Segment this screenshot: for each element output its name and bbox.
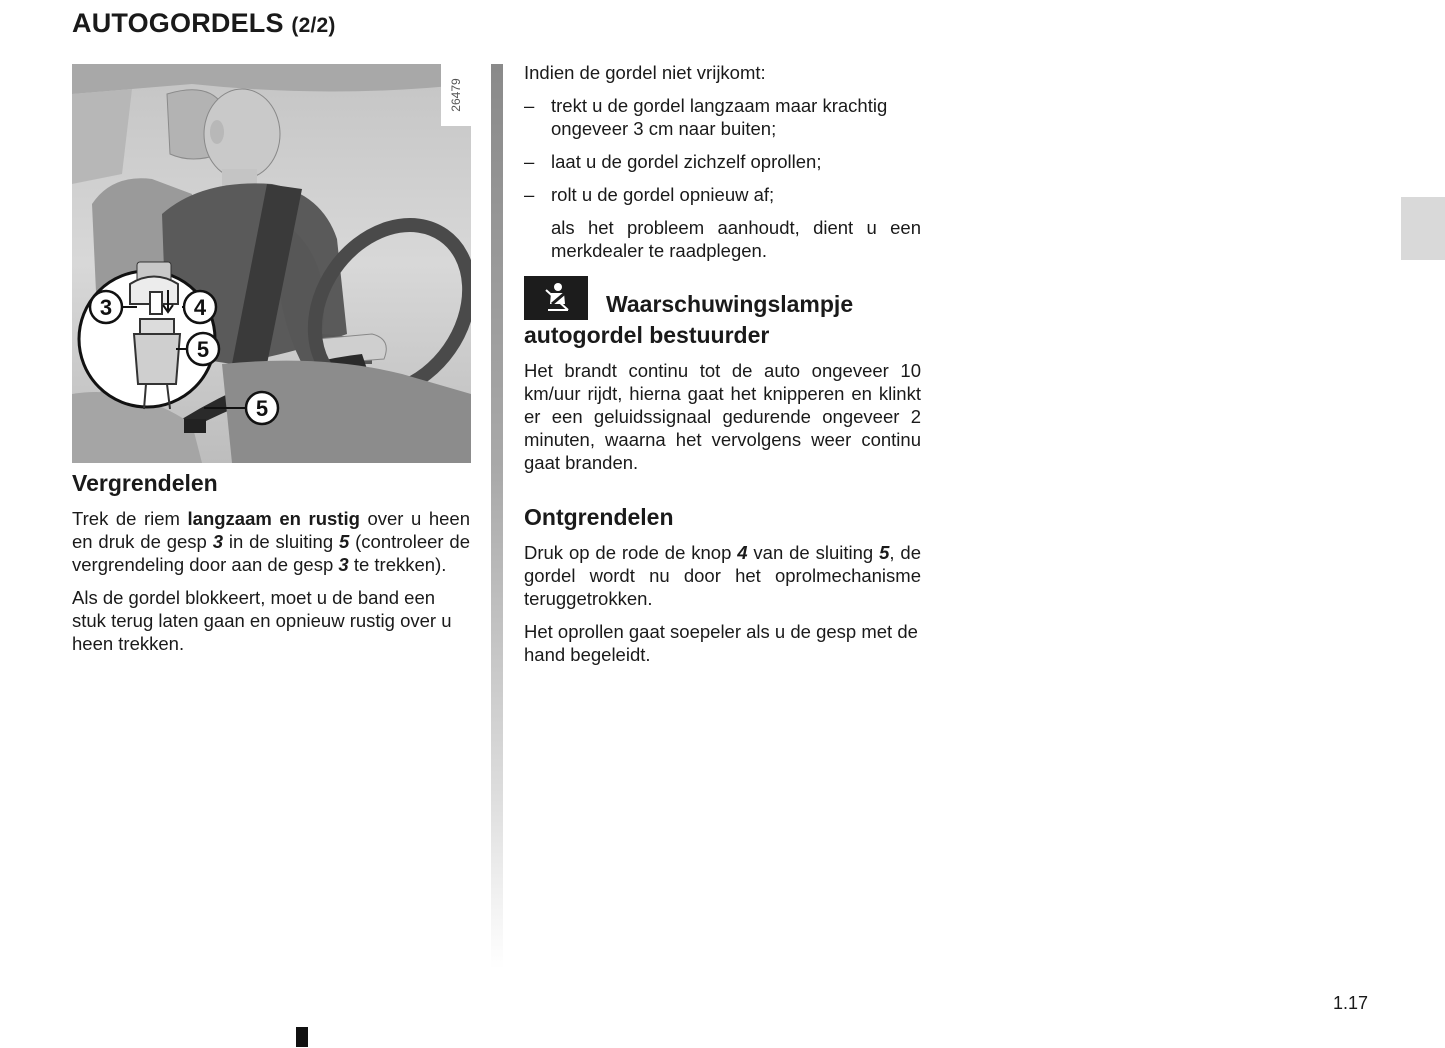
- section-tab-marker: [1401, 197, 1445, 260]
- release-intro: Indien de gordel niet vrijkomt:: [524, 62, 766, 83]
- svg-text:4: 4: [193, 295, 207, 320]
- callout-5-main: [246, 392, 278, 424]
- release-steps: [524, 94, 921, 206]
- warning-lamp-text: Het brandt continu tot de auto ongeveer 10 km/uur rijdt, hierna gaat het knipperen en klinkt er een geluidssignaal gedurende ongeveer 2 minuten, waarna het vervolgens weer continu gaat branden.: [524, 360, 921, 473]
- seatbelt-warning-icon: [524, 276, 588, 320]
- list-item: – rolt u de gordel opnieuw af;: [524, 183, 921, 206]
- title-part: (2/2): [291, 14, 336, 37]
- list-item: – trekt u de gordel langzaam maar krachtig ongeveer 3 cm naar buiten;: [524, 94, 921, 140]
- left-column: [72, 468, 470, 665]
- locking-paragraph: Trek de riem langzaam en rustig over u heen en druk de gesp 3 in de sluiting 5 (controleer de vergrendeling door aan de gesp 3 te trekken).: [72, 508, 470, 575]
- warning-lamp-heading: Waarschuwingslampje autogordel bestuurder: [524, 276, 921, 350]
- locking-heading: Vergrendelen: [72, 470, 218, 496]
- callout-3: [90, 291, 122, 323]
- unlocking-paragraph: Druk op de rode de knop 4 van de sluiting 5, de gordel wordt nu door het oprolmechanisme teruggetrokken.: [524, 542, 921, 609]
- blocking-paragraph: Als de gordel blokkeert, moet u de band een stuk terug laten gaan en opnieuw rustig over u heen trekken.: [72, 587, 452, 654]
- page-title: [72, 8, 336, 39]
- list-item: – laat u de gordel zichzelf oprollen;: [524, 150, 921, 173]
- seatbelt-illustration: [72, 64, 471, 463]
- dealer-note: als het probleem aanhoudt, dient u een merkdealer te raadplegen.: [551, 217, 921, 261]
- retract-paragraph: Het oprollen gaat soepeler als u de gesp met de hand begeleidt.: [524, 621, 918, 665]
- svg-text:3: 3: [99, 295, 113, 320]
- unlocking-heading: Ontgrendelen: [524, 504, 674, 530]
- callout-4: [184, 291, 216, 323]
- right-column: [524, 61, 921, 676]
- page-number: 1.17: [1333, 993, 1369, 1013]
- column-divider: [491, 64, 503, 969]
- print-mark: [296, 1027, 308, 1047]
- svg-text:5: 5: [255, 396, 269, 421]
- figure-number: 26479: [441, 64, 471, 126]
- callout-5-inset: [187, 333, 219, 365]
- svg-text:5: 5: [196, 337, 210, 362]
- title-main: AUTOGORDELS: [72, 8, 284, 38]
